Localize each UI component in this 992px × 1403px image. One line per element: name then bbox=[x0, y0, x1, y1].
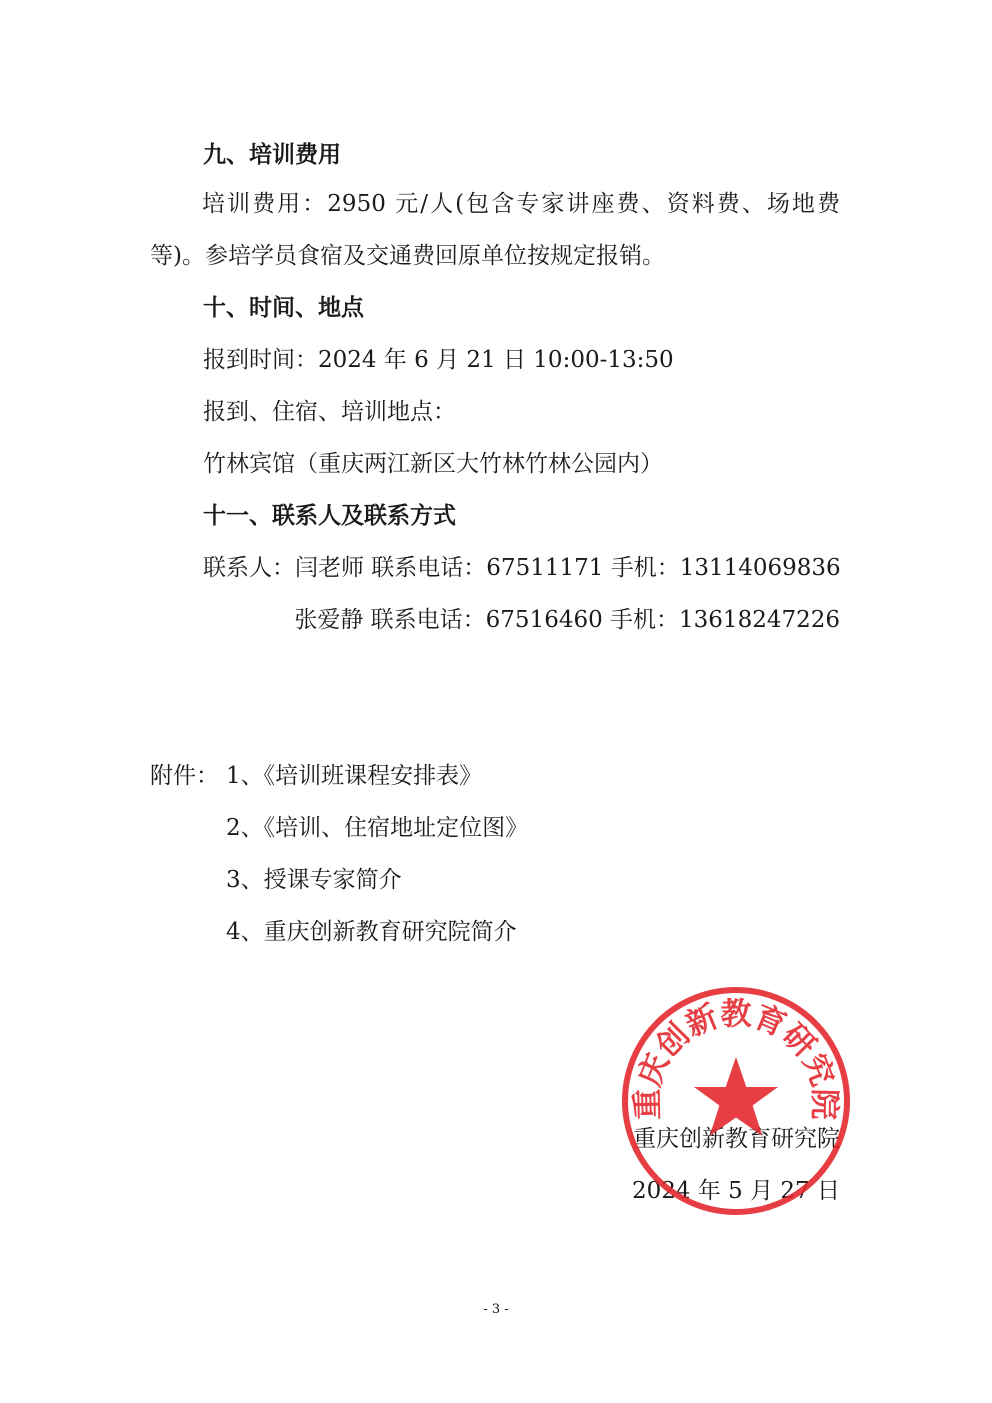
section-heading-contact: 十一、联系人及联系方式 bbox=[203, 503, 456, 529]
attachment-item: 2、《培训、住宿地址定位图》 bbox=[226, 815, 529, 841]
official-seal bbox=[620, 985, 852, 1217]
page-number: - 3 - bbox=[483, 1302, 509, 1317]
location-label: 报到、住宿、培训地点： bbox=[203, 399, 456, 425]
signature-org: 重庆创新教育研究院 bbox=[633, 1126, 840, 1152]
section-heading-time-place: 十、时间、地点 bbox=[203, 295, 364, 321]
seal-text: 重庆创新教育研究院 bbox=[629, 996, 843, 1121]
fee-paragraph: 培训费用：2950 元/人(包含专家讲座费、资料费、场地费等)。参培学员食宿及交通费回原单位按规定报销。 bbox=[150, 191, 840, 269]
location: 竹林宾馆（重庆两江新区大竹林竹林公园内） bbox=[203, 451, 663, 477]
attachment-item: 1、《培训班课程安排表》 bbox=[226, 763, 483, 789]
attachment-item: 3、授课专家简介 bbox=[226, 867, 402, 893]
star-icon bbox=[694, 1057, 778, 1136]
attachments-label: 附件： bbox=[150, 763, 219, 789]
contact-line-2: 张爱静 联系电话：67516460 手机：13618247226 bbox=[294, 607, 840, 633]
section-heading-fee: 九、培训费用 bbox=[203, 142, 341, 168]
report-time: 报到时间：2024 年 6 月 21 日 10:00-13:50 bbox=[203, 347, 674, 373]
attachment-item: 4、重庆创新教育研究院简介 bbox=[226, 919, 517, 945]
contact-line-1: 联系人：闫老师 联系电话：67511171 手机：13114069836 bbox=[203, 555, 841, 581]
signature-date: 2024 年 5 月 27 日 bbox=[632, 1178, 840, 1204]
